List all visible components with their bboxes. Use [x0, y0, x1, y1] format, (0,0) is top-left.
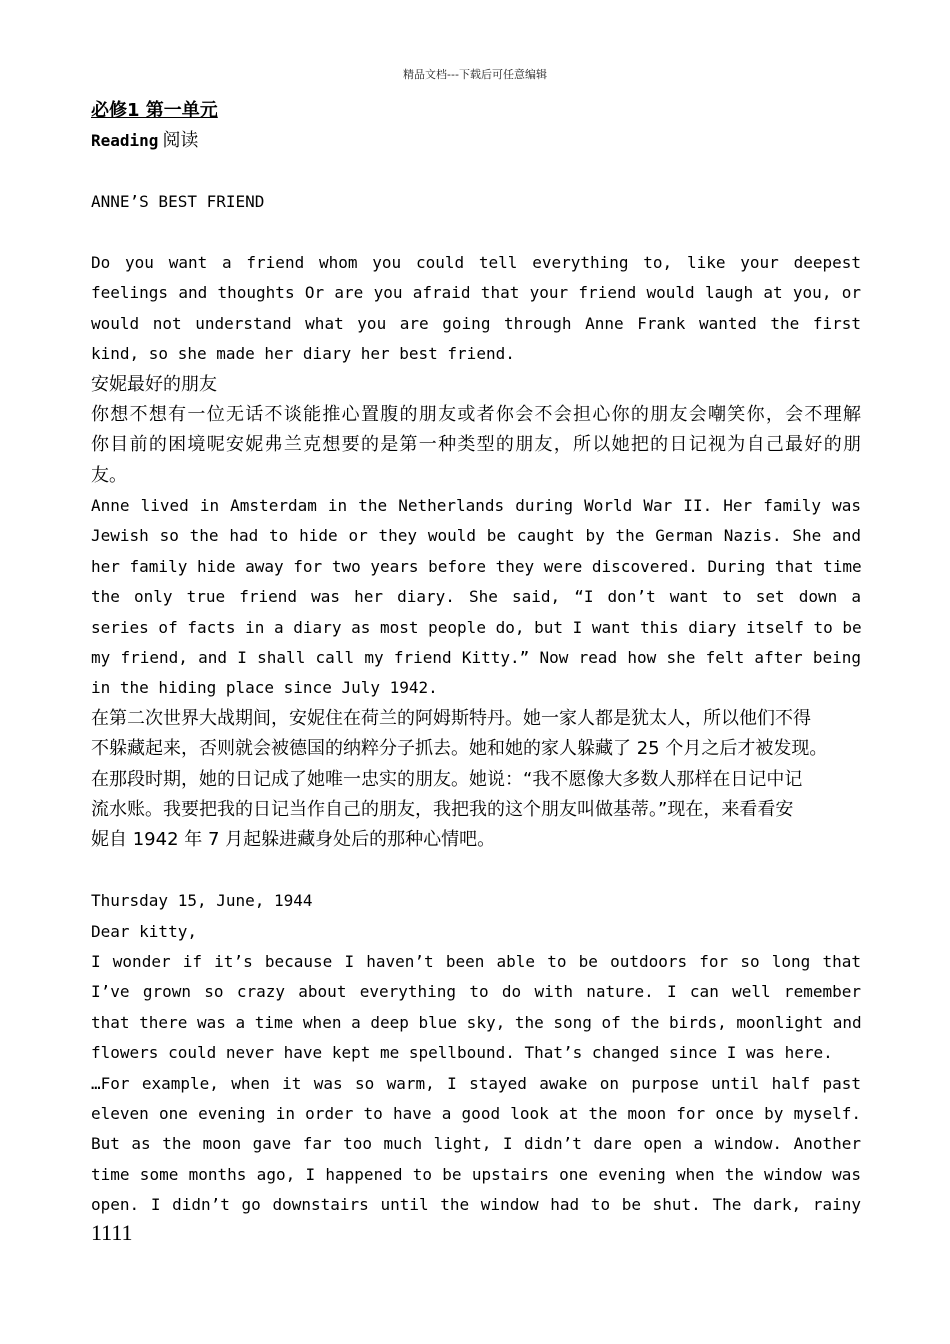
text-line: 友。 — [91, 464, 127, 486]
text-line: …For example, when it was so warm, I stayed awake on purpose until half past — [91, 1073, 861, 1093]
text-line: I wonder if it’s because I haven’t been able to be outdoors for so long that — [91, 951, 861, 971]
reading-label-cn: 阅读 — [162, 130, 199, 152]
paragraph-2-en — [91, 491, 861, 704]
text-line: feelings and thoughts Or are you afraid that your friend would laugh at you, or — [91, 283, 861, 303]
diary-salutation: Dear kitty, — [91, 921, 197, 941]
text-line: that there was a time when a deep blue sky, the song of the birds, moonlight and — [91, 1012, 862, 1032]
text-line: my friend, and I shall call my friend Kitty.” Now read how she felt after being — [91, 648, 861, 668]
blank-line — [91, 856, 861, 886]
text-line: 不躲藏起来，否则就会被德国的纳粹分子抓去。她和她的家人躲藏了 25 个月之后才被发现。 — [91, 738, 828, 760]
text-line: series of facts in a diary as most people do, but I want this diary itself to be — [91, 617, 862, 637]
text-line: 你想不想有一位无话不谈能推心置腹的朋友或者你会不会担心你的朋友会嘲笑你，会不理解 — [91, 403, 861, 425]
text-line: I’ve grown so crazy about everything to do with nature. I can well remember — [91, 982, 861, 1002]
text-line: the only true friend was her diary. She said, “I don’t want to set down a — [91, 587, 861, 607]
reading-heading — [91, 126, 861, 156]
text-line: in the hiding place since July 1942. — [91, 678, 438, 698]
text-line: Anne lived in Amsterdam in the Netherlands during World War II. Her family was — [91, 496, 861, 516]
paragraph-2-cn — [91, 704, 861, 856]
diary-date: Thursday 15, June, 1944 — [91, 891, 313, 911]
page-number: 1111 — [91, 1220, 133, 1245]
reading-label-en: Reading — [91, 131, 159, 151]
text-line: 妮自 1942 年 7 月起躲进藏身处后的那种心情吧。 — [91, 829, 496, 851]
text-line: 在第二次世界大战期间，安妮住在荷兰的阿姆斯特丹。她一家人都是犹太人，所以他们不得 — [91, 707, 811, 729]
header-note: 精品文档---下载后可任意编辑 — [403, 68, 547, 81]
text-line: her family hide away for two years before they were discovered. During that time — [91, 556, 862, 576]
text-line: 流水账。我要把我的日记当作自己的朋友，我把我的这个朋友叫做基蒂。”现在，来看看安 — [91, 798, 794, 820]
blank-line — [91, 218, 861, 248]
article-title: ANNE’S BEST FRIEND — [91, 192, 265, 212]
blank-line — [91, 157, 861, 187]
title-cn: 安妮最好的朋友 — [91, 373, 217, 395]
paragraph-3-en — [91, 947, 861, 1221]
text-line: time some months ago, I happened to be upstairs one evening when the window was — [91, 1164, 861, 1184]
document-content — [91, 96, 861, 1220]
paragraph-1-en — [91, 248, 861, 370]
text-line: 你目前的困境呢安妮弗兰克想要的是第一种类型的朋友，所以她把的日记视为自己最好的朋 — [91, 434, 861, 456]
text-line: But as the moon gave far too much light, I didn’t dare open a window. Another — [91, 1134, 861, 1154]
text-line: open. I didn’t go downstairs until the window had to be shut. The dark, rainy — [91, 1195, 861, 1215]
text-line: kind, so she made her diary her best friend. — [91, 344, 515, 364]
text-line: would not understand what you are going through Anne Frank wanted the first — [91, 313, 861, 333]
text-line: Do you want a friend whom you could tell everything to, like your deepest — [91, 252, 861, 272]
text-line: flowers could never have kept me spellbound. That’s changed since I was here. — [91, 1043, 833, 1063]
section-title: 必修1 第一单元 — [91, 100, 218, 121]
text-line: eleven one evening in order to have a good look at the moon for once by myself. — [91, 1103, 861, 1123]
paragraph-1-cn — [91, 400, 861, 491]
text-line: Jewish so the had to hide or they would be caught by the German Nazis. She and — [91, 526, 861, 546]
text-line: 在那段时期，她的日记成了她唯一忠实的朋友。她说：“我不愿像大多数人那样在日记中记 — [91, 768, 803, 790]
